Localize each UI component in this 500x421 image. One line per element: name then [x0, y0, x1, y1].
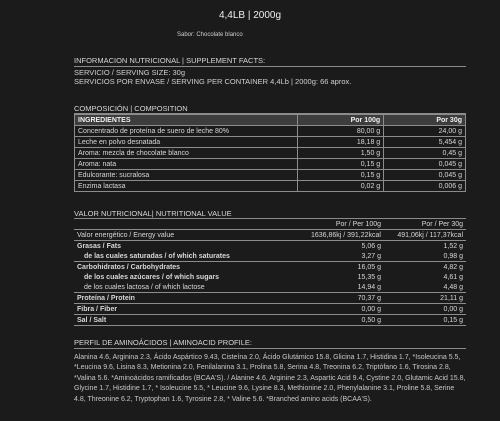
per-100g-value: 0,00 g	[284, 304, 384, 315]
table-row	[75, 181, 466, 192]
per-30g-value: 21,11 g	[384, 293, 466, 304]
divider	[74, 348, 466, 349]
nutrient-name: de los cuales azúcares / of which sugars	[84, 273, 219, 281]
per-100g-value: 5,06 g	[284, 241, 384, 252]
per-100g-value: 15,35 g	[357, 273, 381, 281]
aminoacid-profile-heading: PERFIL DE AMINOÁCIDOS | AMINOACID PROFILE:	[74, 338, 252, 347]
serving-size: SERVICIO / SERVING SIZE: 30g	[74, 68, 186, 77]
table-row	[74, 282, 466, 293]
ingredient-name: Enzima lactasa	[75, 181, 298, 192]
per-30g-value: 491,06kj / 117,37kcal	[384, 230, 466, 241]
table-row	[74, 293, 466, 304]
composition-heading: COMPOSICIÓN | COMPOSITION	[74, 104, 188, 113]
nutrient-name: Carbohidratos / Carbohydrates	[77, 263, 181, 271]
per-30g-value: 0,98 g	[384, 251, 466, 262]
table-row	[74, 262, 466, 273]
table-row	[74, 241, 466, 252]
per-100g-value: 80,00 g	[298, 126, 384, 137]
per-30g-value: 0,00 g	[384, 304, 466, 315]
product-size: 4,4LB | 2000g	[218, 10, 282, 21]
column-header	[74, 219, 284, 230]
per-30g-value: 4,48 g	[384, 282, 466, 293]
nutritional-value-heading: VALOR NUTRICIONAL| NUTRITIONAL VALUE	[74, 209, 232, 218]
table-row	[75, 159, 466, 170]
aminoacid-profile-text: Alanina 4.6, Arginina 2.3, Ácido Aspártico 9.43, Cisteína 2.0, Ácido Glutámico 15.8, Glicina 1.7, Histidina 1.7, *Isoleucina 5.5, *Leucina 9.6, Lisina 8.3, Metionina 2.0, Fenilalanina 3.1, Prolina 5.8, Serina 4.8, Treonina 6.2, Triptófano 1.6, Tirosina 2.8, *Valina 5.6. *Aminoácidos ramificados (BCAA'S). / Alanine 4.6, Arginine 2.3, Aspartic Acid 9.4, Cystine 2.0, Glutamic Acid 15.8, Glycine 1.7, Histidine 1.7, * Isoleucine 5.5, * Leucine 9.6, Lysine 8.3, Methionine 2.0, Phenylalanine 3.1, Proline 5.8, Serine 4.8, Threonine 6.2, Tryptophan 1.6, Tyrosine 2.8, * Valine 5.6. *Branched amino acids (BCAA'S).	[74, 354, 466, 403]
column-header: Por 30g	[384, 115, 466, 126]
ingredient-name: Aroma: mezcla de chocolate blanco	[75, 148, 298, 159]
per-30g-value: 5,454 g	[384, 137, 466, 148]
per-100g-value: 16,05 g	[357, 263, 381, 271]
per-100g-value: 1,50 g	[298, 148, 384, 159]
servings-per-container: SERVICIOS POR ENVASE / SERVING PER CONTAINER 4,4Lb | 2000g: 66 aprox.	[74, 77, 352, 86]
table-row	[74, 272, 466, 282]
nutrient-name: Sal / Salt	[74, 315, 284, 326]
table-row	[74, 304, 466, 315]
column-header: INGREDIENTES	[75, 115, 298, 126]
nutrient-name: Fibra / Fiber	[74, 304, 284, 315]
per-100g-value: 0,15 g	[298, 170, 384, 181]
table-header-row	[75, 115, 466, 126]
per-100g-value: 3,27 g	[284, 251, 384, 262]
nutrient-name: Valor energético / Energy value	[74, 230, 284, 241]
per-100g-value: 14,94 g	[284, 282, 384, 293]
nutrient-name: de los cuales lactosa / of which lactose	[74, 282, 284, 293]
composition-table	[74, 114, 466, 192]
per-30g-value: 0,045 g	[384, 170, 466, 181]
per-30g-value: 0,006 g	[384, 181, 466, 192]
table-row	[74, 315, 466, 326]
per-30g-value: 1,52 g	[384, 241, 466, 252]
per-100g-value: 0,50 g	[284, 315, 384, 326]
column-header: Por 100g	[298, 115, 384, 126]
column-header: Por / Per 100g	[335, 220, 381, 228]
per-30g-value: 4,61 g	[443, 273, 463, 281]
nutrient-name: Proteína / Protein	[74, 293, 284, 304]
per-30g-value: 0,045 g	[384, 159, 466, 170]
table-row	[75, 148, 466, 159]
nutrition-table	[74, 219, 466, 326]
table-row	[74, 251, 466, 262]
column-header: Por / Per 30g	[421, 220, 463, 228]
per-100g-value: 0,02 g	[298, 181, 384, 192]
per-30g-value: 24,00 g	[384, 126, 466, 137]
table-row	[75, 137, 466, 148]
ingredient-name: Aroma: nata	[75, 159, 298, 170]
flavor-label: Sabor: Chocolate blanco	[177, 32, 243, 38]
nutrient-name: Grasas / Fats	[74, 241, 284, 252]
table-row	[74, 230, 466, 241]
per-100g-value: 70,37 g	[284, 293, 384, 304]
per-30g-value: 4,82 g	[443, 263, 463, 271]
ingredient-name: Concentrado de proteína de suero de leche 80%	[75, 126, 298, 137]
nutrient-name: de las cuales saturadas / of which saturates	[74, 251, 284, 262]
per-30g-value: 0,45 g	[384, 148, 466, 159]
supplement-facts-heading: INFORMACION NUTRICIONAL | SUPPLEMENT FACTS:	[74, 56, 266, 65]
table-row	[75, 170, 466, 181]
per-100g-value: 0,15 g	[298, 159, 384, 170]
table-row	[75, 126, 466, 137]
ingredient-name: Leche en polvo desnatada	[75, 137, 298, 148]
ingredient-name: Edulcorante: sucralosa	[75, 170, 298, 181]
per-100g-value: 18,18 g	[298, 137, 384, 148]
divider	[74, 66, 466, 67]
per-100g-value: 1636,86kj / 391,22kcal	[284, 230, 384, 241]
per-30g-value: 0,15 g	[384, 315, 466, 326]
table-header-row	[74, 219, 466, 230]
